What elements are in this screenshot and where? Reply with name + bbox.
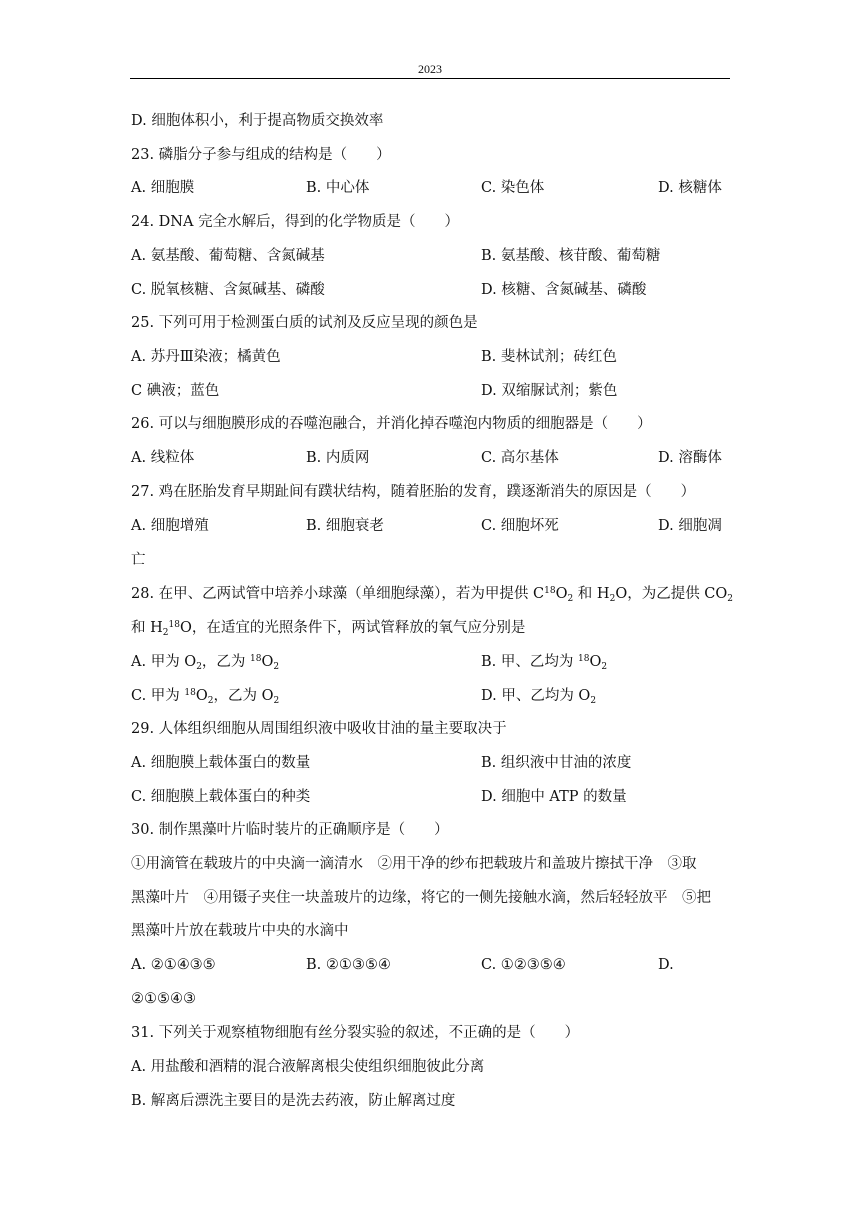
q30-option-c: C. ①②③⑤④ bbox=[481, 957, 566, 973]
q27-option-b: B. 细胞衰老 bbox=[306, 518, 384, 534]
q31-stem: 31. 下列关于观察植物细胞有丝分裂实验的叙述，不正确的是（ ） bbox=[131, 1025, 580, 1041]
q26-option-d: D. 溶酶体 bbox=[658, 450, 722, 466]
q30-option-a: A. ②①④③⑤ bbox=[131, 957, 216, 973]
q30-steps-line2: 黑藻叶片 ④用镊子夹住一块盖玻片的边缘，将它的一侧先接触水滴，然后轻轻放平 ⑤把 bbox=[131, 890, 711, 906]
q26-stem: 26. 可以与细胞膜形成的吞噬泡融合，并消化掉吞噬泡内物质的细胞器是（ ） bbox=[131, 416, 652, 432]
q25-option-c: C 碘液；蓝色 bbox=[131, 383, 220, 399]
q27-option-c: C. 细胞坏死 bbox=[481, 518, 559, 534]
q23-option-c: C. 染色体 bbox=[481, 180, 545, 196]
q25-stem: 25. 下列可用于检测蛋白质的试剂及反应呈现的颜色是 bbox=[131, 315, 478, 331]
q29-option-a: A. 细胞膜上载体蛋白的数量 bbox=[131, 755, 311, 771]
q26-option-c: C. 高尔基体 bbox=[481, 450, 559, 466]
q24-option-c: C. 脱氧核糖、含氮碱基、磷酸 bbox=[131, 282, 325, 298]
q27-option-a: A. 细胞增殖 bbox=[131, 518, 209, 534]
q29-option-c: C. 细胞膜上载体蛋白的种类 bbox=[131, 789, 311, 805]
q24-stem: 24. DNA 完全水解后，得到的化学物质是（ ） bbox=[131, 214, 460, 230]
q28-stem-line2: 和 $H_2^{18}O$，在适宜的光照条件下，两试管释放的氧气应分别是 bbox=[131, 620, 526, 638]
q31-option-a: A. 用盐酸和酒精的混合液解离根尖使组织细胞彼此分离 bbox=[131, 1059, 485, 1075]
q27-option-d-continued: 亡 bbox=[131, 552, 146, 568]
q30-steps-line1: ①用滴管在载玻片的中央滴一滴清水 ②用干净的纱布把载玻片和盖玻片擦拭干净 ③取 bbox=[131, 856, 697, 872]
q27-option-d: D. 细胞凋 bbox=[658, 518, 722, 534]
q24-option-d: D. 核糖、含氮碱基、磷酸 bbox=[481, 282, 647, 298]
q28-option-c: C. 甲为 $^{18}O_2$，乙为 $O_2$ bbox=[131, 688, 280, 706]
q24-option-a: A. 氨基酸、葡萄糖、含氮碱基 bbox=[131, 248, 325, 264]
q25-option-b: B. 斐林试剂；砖红色 bbox=[481, 349, 617, 365]
q27-stem: 27. 鸡在胚胎发育早期趾间有蹼状结构，随着胚胎的发育，蹼逐渐消失的原因是（ ） bbox=[131, 484, 696, 500]
q23-stem: 23. 磷脂分子参与组成的结构是（ ） bbox=[131, 147, 391, 163]
q30-option-d-continued: ②①⑤④③ bbox=[131, 991, 196, 1007]
q25-option-d: D. 双缩脲试剂；紫色 bbox=[481, 383, 618, 399]
q28-stem-line1: 28. 在甲、乙两试管中培养小球藻（单细胞绿藻），若为甲提供 $C^{18}O_2$ 和 $H_2O$，为乙提供 $CO_2$ bbox=[131, 586, 734, 604]
q23-option-a: A. 细胞膜 bbox=[131, 180, 195, 196]
q30-steps-line3: 黑藻叶片放在载玻片中央的水滴中 bbox=[131, 923, 349, 939]
q29-option-b: B. 组织液中甘油的浓度 bbox=[481, 755, 632, 771]
q29-stem: 29. 人体组织细胞从周围组织液中吸收甘油的量主要取决于 bbox=[131, 721, 507, 737]
page-header-year: 2023 bbox=[418, 62, 442, 76]
q26-option-b: B. 内质网 bbox=[306, 450, 370, 466]
q26-option-a: A. 线粒体 bbox=[131, 450, 195, 466]
q25-option-a: A. 苏丹Ⅲ染液；橘黄色 bbox=[131, 349, 281, 365]
q28-option-a: A. 甲为 $O_2$，乙为 $^{18}O_2$ bbox=[131, 654, 280, 672]
q23-option-b: B. 中心体 bbox=[306, 180, 370, 196]
q30-stem: 30. 制作黑藻叶片临时装片的正确顺序是（ ） bbox=[131, 822, 449, 838]
q28-option-b: B. 甲、乙均为 $^{18}O_2$ bbox=[481, 654, 608, 672]
header-rule bbox=[130, 78, 730, 79]
q23-option-d: D. 核糖体 bbox=[658, 180, 722, 196]
q30-option-d: D. bbox=[658, 957, 674, 973]
q31-option-b: B. 解离后漂洗主要目的是洗去药液，防止解离过度 bbox=[131, 1093, 456, 1109]
q29-option-d: D. 细胞中 ATP 的数量 bbox=[481, 789, 627, 805]
q28-option-d: D. 甲、乙均为 $O_2$ bbox=[481, 688, 597, 706]
q30-option-b: B. ②①③⑤④ bbox=[306, 957, 391, 973]
q22-option-d: D. 细胞体积小，利于提高物质交换效率 bbox=[131, 113, 384, 129]
q24-option-b: B. 氨基酸、核苷酸、葡萄糖 bbox=[481, 248, 661, 264]
